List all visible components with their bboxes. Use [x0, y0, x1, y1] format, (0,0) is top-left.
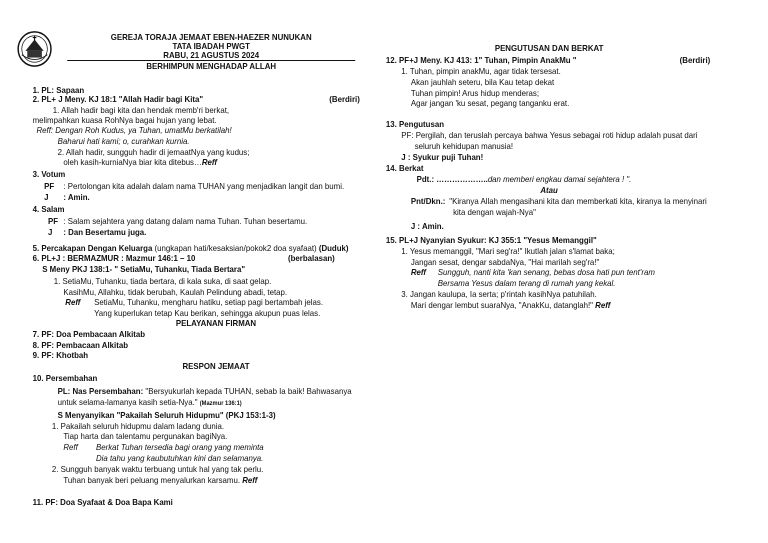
service-title: TATA IBADAH PWGT — [172, 42, 250, 51]
verse-line: Akan jauhlah seteru, bila Kau tetap dekat — [410, 78, 555, 87]
item-3: 3. Votum — [32, 170, 66, 179]
refrain-line: Baharui hati kami; o, curahkan kurnia. — [57, 137, 190, 146]
verse-line: Agar jangan 'ku sesat, pegang tanganku erat. — [410, 99, 570, 108]
service-date: RABU, 21 AGUSTUS 2024 — [163, 51, 260, 60]
verse-line: KasihMu, Allahku, tidak berubah, Kaulah Pelindung abadi, tetap. — [63, 288, 288, 297]
church-name: GEREJA TORAJA JEMAAT EBEN-HAEZER NUNUKAN — [110, 33, 312, 42]
sending-response: J : Syukur puji Tuhan! — [401, 153, 484, 162]
verse-line: Tuhan banyak beri peluang menyalurkan karsamu. Reff — [63, 476, 258, 485]
refrain-line: SetiaMu, Tuhanku, mengharu hatiku, setiap pagi bertambah jelas. — [94, 298, 324, 307]
verse-line: Mari dengar lembut suaraNya, "AnakKu, datanglah!" Reff — [410, 301, 611, 310]
item-6-note: (berbalasan) — [288, 254, 335, 263]
offering-text: PL: Nas Persembahan: "Bersyukurlah kepada TUHAN, sebab Ia baik! Bahwasanya — [57, 387, 352, 396]
item-8: 8. PF: Pembacaan Alkitab — [32, 341, 129, 350]
verse-line: Jangan sesat, dengar sabdaNya, "Hai marilah seg'ra!" — [410, 258, 600, 267]
verse-line: Tuhan pimpin! Arus hidup menderas; — [410, 89, 540, 98]
item-6: 6. PL+J : BERMAZMUR : Mazmur 146:1 – 10 — [32, 254, 196, 263]
offering-text: untuk selama-lamanya kasih setia-Nya." (Mazmur 136:1) — [57, 398, 242, 407]
blessing-elder: kita dengan wajah-Nya" — [453, 208, 536, 217]
alternative-label: Atau — [540, 186, 558, 195]
role-label: Pnt/Dkn.: — [410, 197, 446, 206]
blessing-elder: "Kiranya Allah mengasihani kita dan memberkati kita, kiranya Ia menyinari — [449, 197, 707, 206]
section-heading: RESPON JEMAAT — [182, 362, 250, 371]
item-2: 2. PL+ J Meny. KJ 18:1 "Allah Hadir bagi Kita" — [32, 95, 204, 104]
item-5: 5. Percakapan Dengan Keluarga (ungkapan hati/kesaksian/pokok2 doa syafaat) (Duduk) — [32, 244, 349, 253]
role-label: J — [48, 228, 53, 237]
refrain-line: Dia tahu yang kaubutuhkan kini dan selamanya. — [96, 454, 264, 463]
item-14: 14. Berkat — [385, 164, 424, 173]
verse-line: 1. Allah hadir bagi kita dan hendak memb'ri berkat, — [52, 106, 230, 115]
verse-line: Tiap harta dan talentamu pergunakan bagiNya. — [63, 432, 228, 441]
role-label: J — [44, 193, 49, 202]
church-emblem-icon — [16, 30, 52, 68]
refrain-label: Reff — [65, 298, 81, 307]
item-1: 1. PL: Sapaan — [32, 86, 85, 95]
item-15: 15. PL+J Nyanyian Syukur: KJ 355:1 "Yesus Memanggil" — [385, 236, 597, 245]
item-11: 11. PF: Doa Syafaat & Doa Bapa Kami — [32, 498, 173, 507]
verse-line: 2. Sungguh banyak waktu terbuang untuk hal yang tak perlu. — [51, 465, 264, 474]
song-heading: S Menyanyikan "Pakailah Seluruh Hidupmu" (PKJ 153:1-3) — [57, 411, 276, 420]
item-4: 4. Salam — [32, 205, 65, 214]
votum-text: : Pertolongan kita adalah dalam nama TUHAN yang menjadikan langit dan bumi. — [63, 182, 345, 191]
role-label: PF — [48, 217, 59, 226]
item-10: 10. Persembahan — [32, 374, 98, 383]
greeting-response: : Dan Besertamu juga. — [63, 228, 147, 237]
verse-line: 1. Tuhan, pimpin anakMu, agar tidak tersesat. — [401, 67, 561, 76]
refrain-line: Berkat Tuhan tersedia bagi orang yang meminta — [96, 443, 264, 452]
verse-line: 1. SetiaMu, Tuhanku, tiada bertara, di kala suka, di saat gelap. — [53, 277, 272, 286]
sending-text: seluruh kehidupan manusia! — [414, 142, 514, 151]
section-heading: PELAYANAN FIRMAN — [175, 319, 257, 328]
item-9: 9. PF: Khotbah — [32, 351, 89, 360]
item-7: 7. PF: Doa Pembacaan Alkitab — [32, 330, 146, 339]
item-12: 12. PF+J Meny. KJ 413: 1" Tuhan, Pimpin AnakMu " — [385, 56, 577, 65]
blessing-response: J : Amin. — [410, 222, 444, 231]
refrain-line: Yang kuperlukan tetap Kau berikan, sehingga akupun puas lelas. — [94, 309, 321, 318]
verse-line: 2. Allah hadir, sungguh hadir di jemaatNya yang kudus; — [57, 148, 250, 157]
blessing-pastor: Pdt.: ………………..dan memberi engkau damai sejahtera ! ". — [416, 175, 632, 184]
verse-line: 3. Jangan kaulupa, Ia serta; p'rintah kasihNya patuhilah. — [401, 290, 597, 299]
verse-line: melimpahkan kuasa RohNya bagai hujan yang lebat. — [32, 116, 217, 125]
votum-response: : Amin. — [63, 193, 90, 202]
item-2-note: (Berdiri) — [329, 95, 360, 104]
verse-line: 1. Yesus memanggil, "Mari seg'ra!" Ikutlah jalan s'lamat baka; — [401, 247, 615, 256]
refrain-label: Reff — [410, 268, 427, 277]
refrain-line: Reff: Dengan Roh Kudus, ya Tuhan, umatMu berkatilah! — [36, 126, 232, 135]
refrain-line: Sungguh, nanti kita 'kan senang, bebas dosa hati pun tent'ram — [437, 268, 655, 277]
section-heading: PENGUTUSAN DAN BERKAT — [494, 44, 604, 53]
item-12-note: (Berdiri) — [679, 56, 711, 65]
greeting-text: : Salam sejahtera yang datang dalam nama Tuhan. Tuhan besertamu. — [63, 217, 308, 226]
refrain-line: Bersama Yesus dalam terang di rumah yang kekal. — [437, 279, 616, 288]
section-heading: BERHIMPUN MENGHADAP ALLAH — [67, 60, 355, 72]
item-13: 13. Pengutusan — [385, 120, 445, 129]
verse-line: oleh kasih-kurniaNya biar kita ditebus…Reff — [63, 158, 218, 167]
refrain-label: Reff — [63, 443, 78, 452]
verse-line: 1. Pakailah seluruh hidupmu dalam ladang dunia. — [51, 422, 225, 431]
sending-text: PF: Pergilah, dan teruslah percaya bahwa Yesus sebagai roti hidup adalah pusat dari — [401, 131, 698, 140]
song-heading: S Meny PKJ 138:1- " SetiaMu, Tuhanku, Tiada Bertara" — [42, 265, 246, 274]
role-label: PF — [44, 182, 55, 191]
